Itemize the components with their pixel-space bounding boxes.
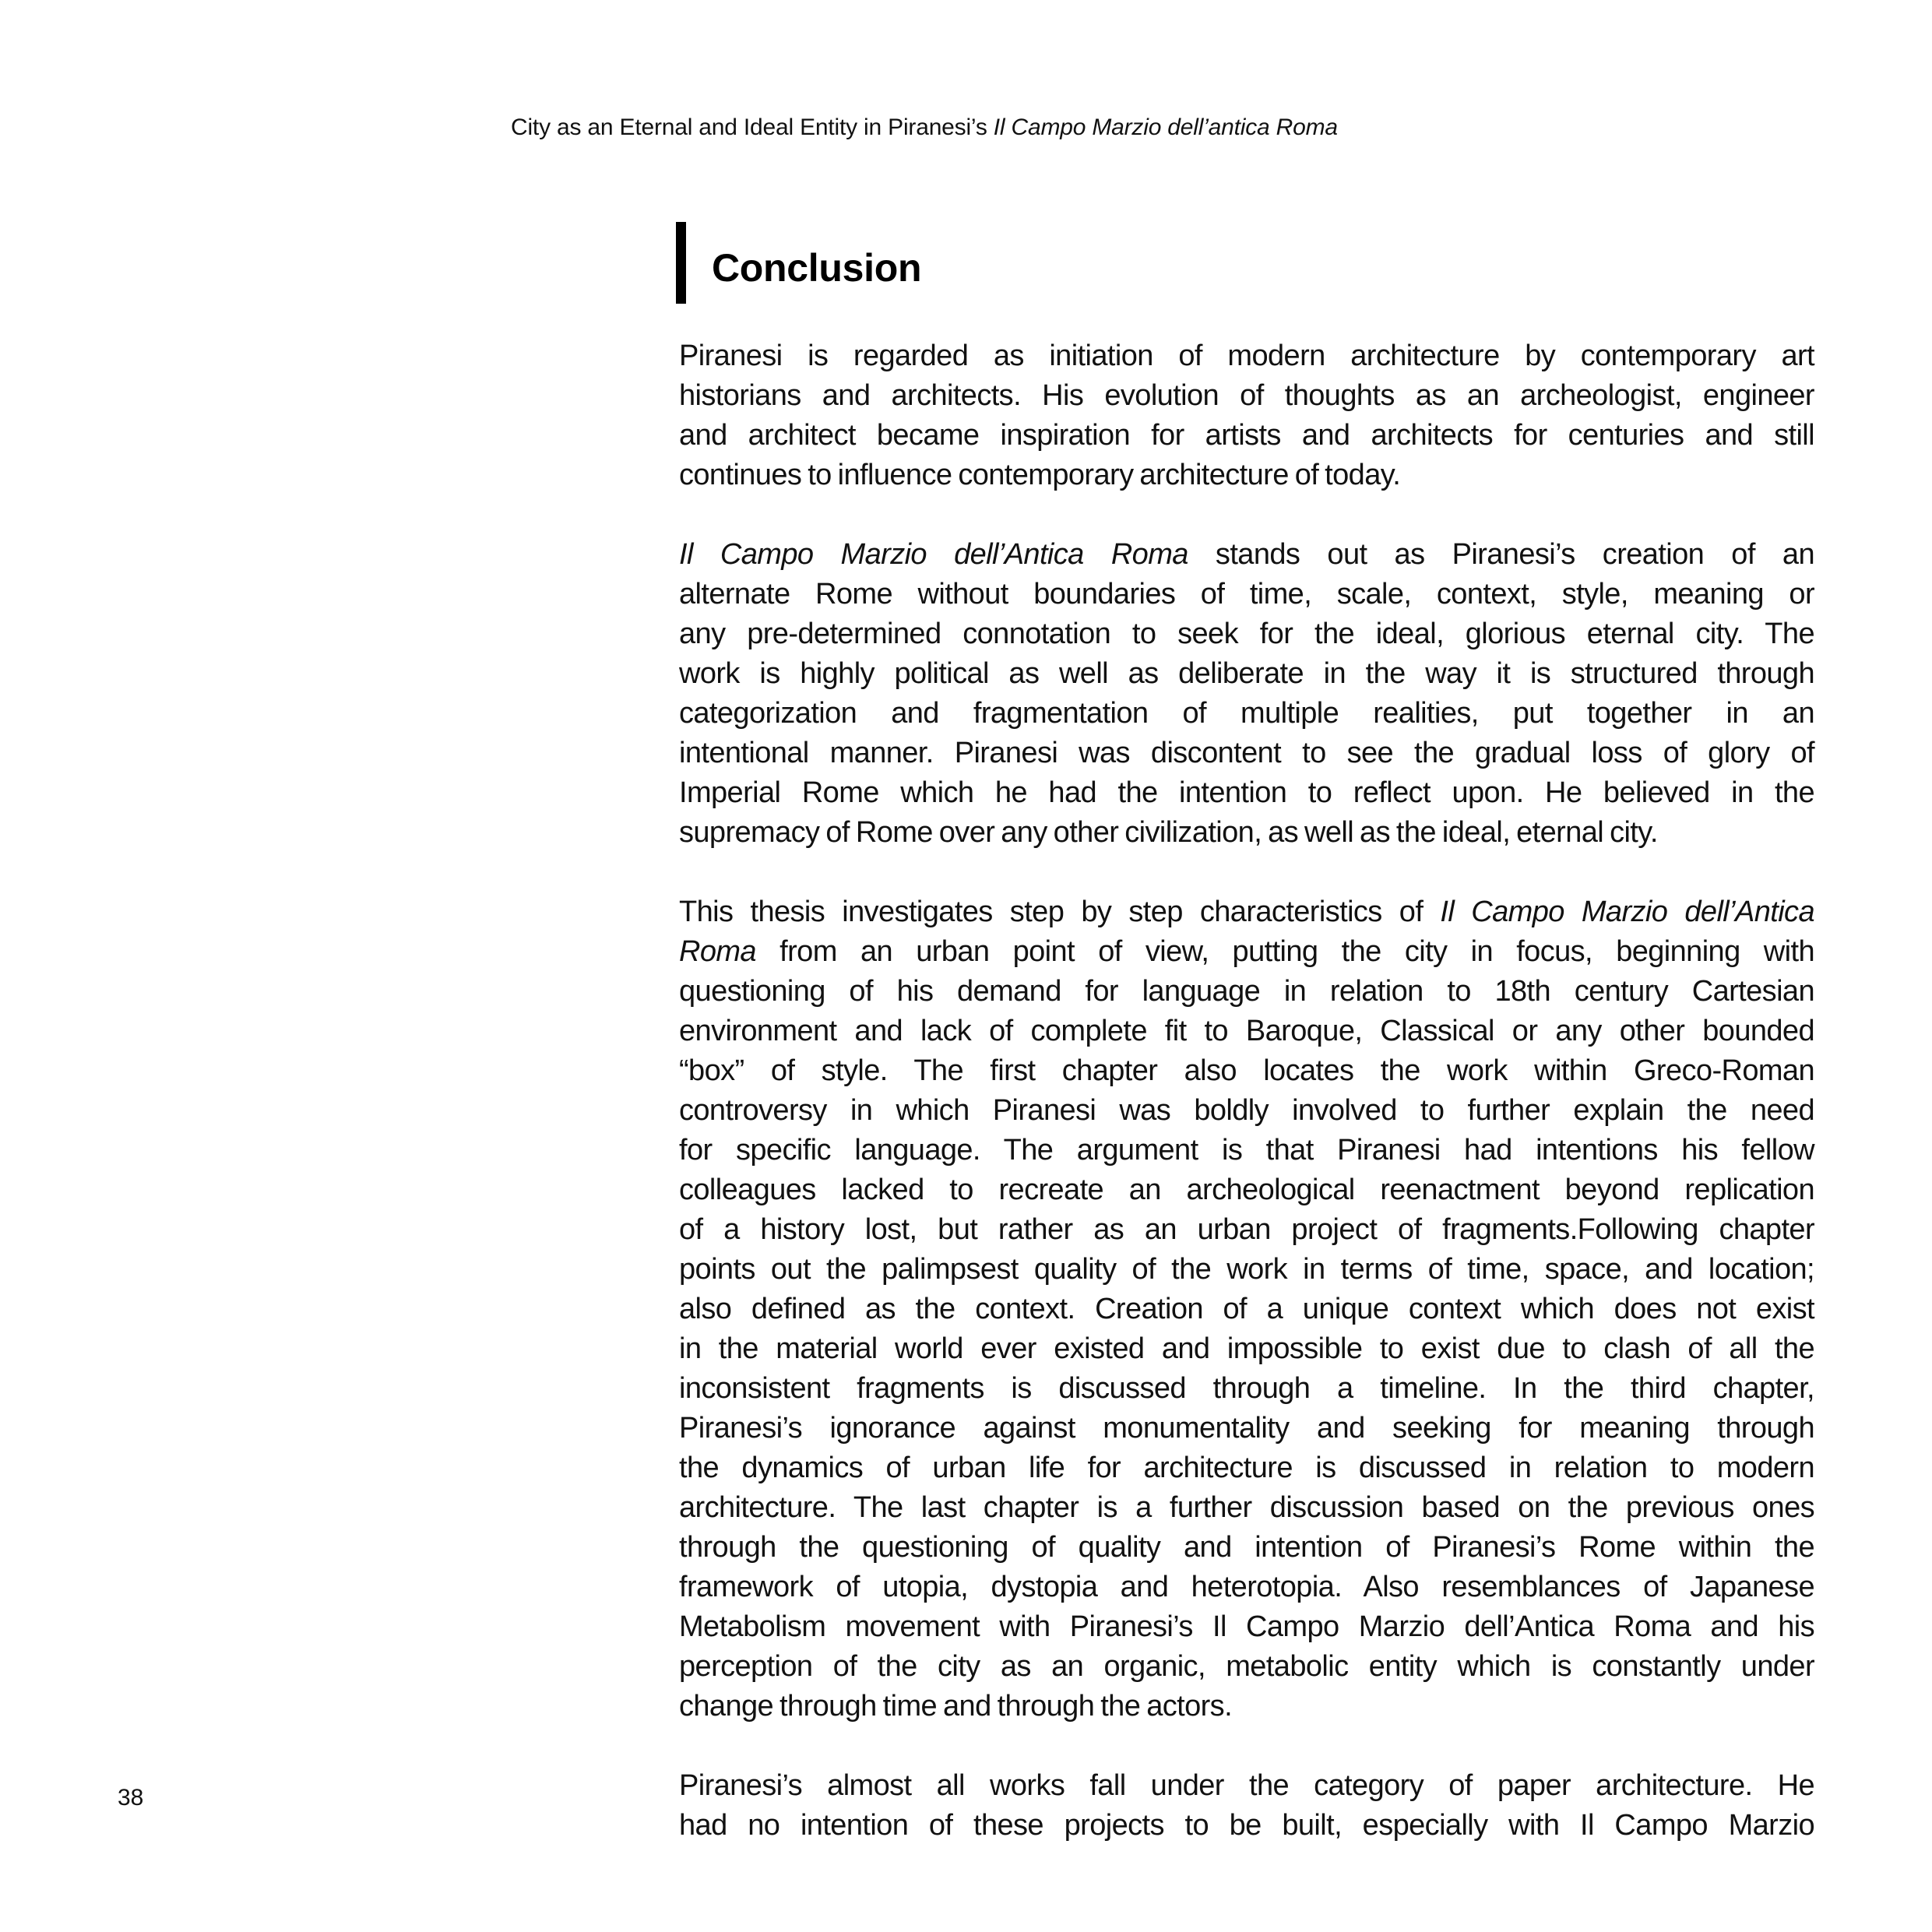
text-line xyxy=(679,376,1814,416)
text-line xyxy=(679,1409,1814,1448)
text-run: Piranesi is regarded as initiation of modern architecture by contemporary art xyxy=(679,340,1814,372)
text-line xyxy=(679,1210,1814,1250)
text-line xyxy=(679,614,1814,654)
text-run: questioning of his demand for language in relation to 18th century Cartesian xyxy=(679,975,1814,1008)
text-line xyxy=(679,575,1814,614)
text-line xyxy=(679,336,1814,376)
text-run: had no intention of these projects to be built, especially with Il Campo Marzio xyxy=(679,1809,1814,1842)
text-run: intentional manner. Piranesi was discontent to see the gradual loss of glory of xyxy=(679,737,1814,769)
text-line xyxy=(679,1290,1814,1329)
text-run: Metabolism movement with Piranesi’s Il Campo Marzio dell’Antica Roma and his xyxy=(679,1610,1814,1643)
text-line xyxy=(679,773,1814,813)
text-run: of a history lost, but rather as an urban project of fragments.Following chapter xyxy=(679,1213,1814,1246)
text-run: supremacy of Rome over any other civilization, as well as the ideal, eternal city. xyxy=(679,816,1658,849)
text-run: for specific language. The argument is that Piranesi had intentions his fellow xyxy=(679,1134,1814,1167)
text-run: points out the palimpsest quality of the work in terms of time, space, and location; xyxy=(679,1253,1814,1286)
text-run: categorization and fragmentation of multiple realities, put together in an xyxy=(679,697,1814,730)
running-header-italic-title: Il Campo Marzio dell’antica Roma xyxy=(993,114,1338,140)
text-run: perception of the city as an organic, metabolic entity which is constantly under xyxy=(679,1650,1814,1683)
text-run: architecture. The last chapter is a further discussion based on the previous ones xyxy=(679,1491,1814,1524)
text-run: and architect became inspiration for artists and architects for centuries and still xyxy=(679,419,1814,452)
text-line xyxy=(679,1250,1814,1290)
text-line xyxy=(679,1051,1814,1091)
paragraph xyxy=(679,1766,1814,1846)
text-line xyxy=(679,1091,1814,1131)
text-line xyxy=(679,1131,1814,1170)
text-run: any pre-determined connotation to seek for the ideal, glorious eternal city. The xyxy=(679,618,1814,650)
paragraph xyxy=(679,336,1814,495)
text-line xyxy=(679,1369,1814,1409)
text-line xyxy=(679,456,1814,495)
page-number: 38 xyxy=(118,1785,144,1811)
text-run: alternate Rome without boundaries of time, scale, context, style, meaning or xyxy=(679,578,1814,611)
text-run: Piranesi’s almost all works fall under the category of paper architecture. He xyxy=(679,1769,1814,1802)
text-line xyxy=(679,1448,1814,1488)
text-line xyxy=(679,932,1814,972)
text-line xyxy=(679,1528,1814,1568)
text-line xyxy=(679,1647,1814,1687)
text-run: in the material world ever existed and impossible to exist due to clash of all the xyxy=(679,1332,1814,1365)
running-header xyxy=(511,114,1445,142)
text-run: change through time and through the actors. xyxy=(679,1690,1233,1723)
text-line xyxy=(679,416,1814,456)
text-run: the dynamics of urban life for architecture is discussed in relation to modern xyxy=(679,1452,1814,1484)
text-line xyxy=(679,1012,1814,1051)
text-run: through the questioning of quality and intention of Piranesi’s Rome within the xyxy=(679,1531,1814,1564)
text-run: inconsistent fragments is discussed through a timeline. In the third chapter, xyxy=(679,1372,1814,1405)
text-run: also defined as the context. Creation of a unique context which does not exist xyxy=(679,1293,1814,1325)
text-line xyxy=(679,1607,1814,1647)
text-line xyxy=(679,1687,1814,1726)
italic-run: Il Campo Marzio dell’Antica xyxy=(1440,896,1814,928)
paragraph xyxy=(679,892,1814,1726)
text-run: Piranesi’s ignorance against monumentality and seeking for meaning through xyxy=(679,1412,1814,1445)
text-line xyxy=(679,1170,1814,1210)
text-run: controversy in which Piranesi was boldly involved to further explain the need xyxy=(679,1094,1814,1127)
running-header-title: City as an Eternal and Ideal Entity in Piranesi’s xyxy=(511,114,994,140)
text-line xyxy=(679,1329,1814,1369)
text-run: This thesis investigates step by step characteristics of xyxy=(679,896,1441,928)
text-line xyxy=(679,1488,1814,1528)
section-title: Conclusion xyxy=(712,246,922,290)
text-line xyxy=(679,535,1814,575)
paragraph xyxy=(679,535,1814,853)
text-run: framework of utopia, dystopia and heterotopia. Also resemblances of Japanese xyxy=(679,1571,1814,1603)
text-line xyxy=(679,1806,1814,1846)
text-line xyxy=(679,1568,1814,1607)
text-line xyxy=(679,654,1814,694)
text-run: work is highly political as well as deliberate in the way it is structured through xyxy=(679,657,1814,690)
text-run: Imperial Rome which he had the intention to reflect upon. He believed in the xyxy=(679,776,1814,809)
text-line xyxy=(679,813,1814,853)
heading-accent-bar xyxy=(676,222,686,304)
text-run: “box” of style. The first chapter also locates the work within Greco-Roman xyxy=(679,1054,1814,1087)
text-run: environment and lack of complete fit to Baroque, Classical or any other bounded xyxy=(679,1015,1814,1047)
text-run: historians and architects. His evolution of thoughts as an archeologist, engineer xyxy=(679,379,1814,412)
text-line xyxy=(679,972,1814,1012)
text-run: from an urban point of view, putting the city in focus, beginning with xyxy=(755,935,1814,968)
italic-run: Il Campo Marzio dell’Antica Roma xyxy=(679,538,1188,571)
text-line xyxy=(679,694,1814,734)
text-line xyxy=(679,734,1814,773)
text-run: stands out as Piranesi’s creation of an xyxy=(1188,538,1814,571)
text-run: continues to influence contemporary architecture of today. xyxy=(679,459,1401,491)
text-line xyxy=(679,1766,1814,1806)
text-run: colleagues lacked to recreate an archeological reenactment beyond replication xyxy=(679,1174,1814,1206)
italic-run: Roma xyxy=(679,935,756,968)
text-line xyxy=(679,892,1814,932)
body-text xyxy=(679,336,1814,1846)
